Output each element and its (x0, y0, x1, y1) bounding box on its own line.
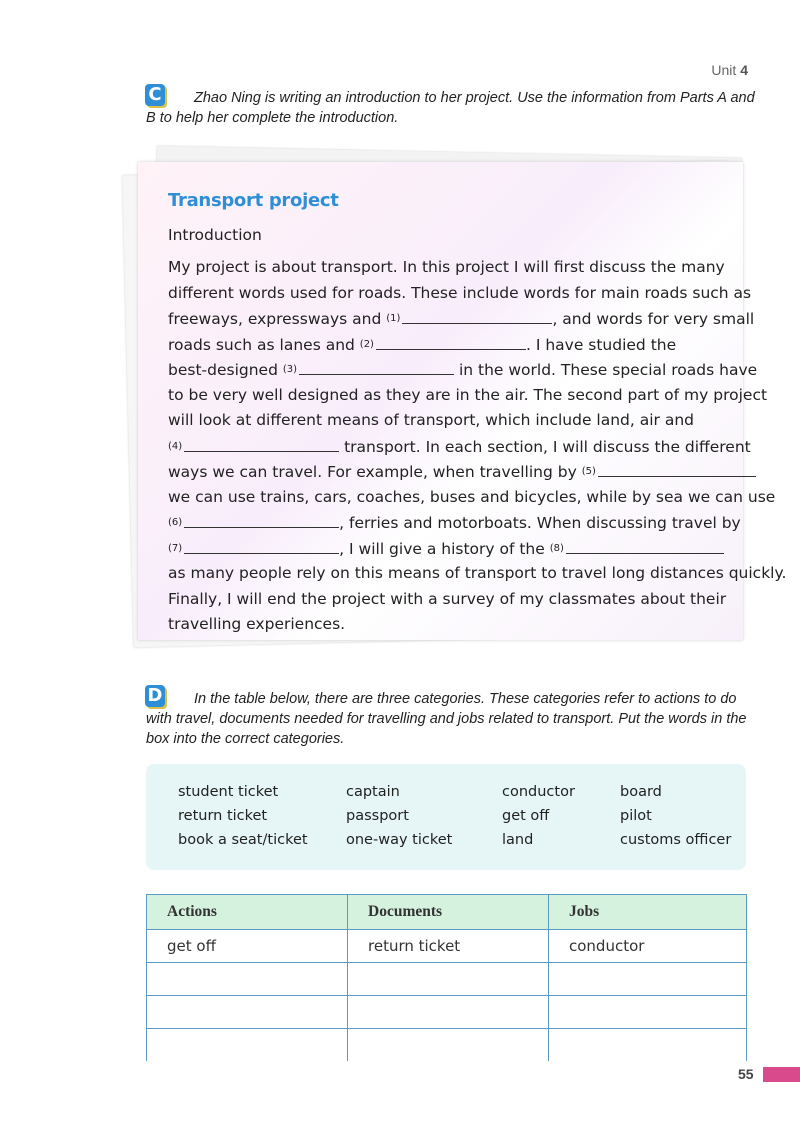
table-cell[interactable]: get off (147, 930, 348, 963)
paragraph-line (168, 255, 728, 281)
paragraph-line (168, 357, 758, 383)
word-box-item: book a seat/ticket (178, 832, 308, 848)
unit-text: Unit (711, 62, 737, 78)
section-d-instruction-text: In the table below, there are three categories. These categories refer to actions to do with travel, documents needed for travelling and jobs related to transport. Put the words in the box into the correct categories. (146, 691, 747, 747)
paragraph-text: roads such as lanes and (168, 335, 360, 354)
paragraph-line (168, 587, 728, 613)
section-d-badge: D (145, 685, 165, 707)
card-subheading: Introduction (168, 226, 262, 244)
answer-blank[interactable] (566, 539, 724, 554)
word-box-item: conductor (502, 784, 575, 800)
table-cell[interactable] (549, 996, 747, 1029)
section-c-instruction (146, 88, 756, 128)
paragraph-text: . I have studied the (525, 335, 677, 354)
table-cell[interactable] (147, 963, 348, 996)
table-row (147, 996, 747, 1029)
blank-number: (2) (359, 338, 374, 350)
table-cell[interactable]: conductor (549, 930, 747, 963)
category-table (146, 894, 747, 1061)
paragraph-text: freeways, expressways and (168, 310, 387, 328)
paragraph-text: as many people rely on this means of transport to travel long distances quickly. (168, 564, 787, 582)
unit-number: 4 (740, 62, 748, 78)
paragraph-line (168, 612, 728, 638)
paragraph-line (168, 281, 752, 307)
table-cell[interactable] (348, 996, 549, 1029)
table-row (147, 963, 747, 996)
answer-blank[interactable] (299, 360, 454, 375)
header-actions: Actions (147, 895, 348, 930)
page-number: 55 (738, 1066, 754, 1082)
answer-blank[interactable] (184, 437, 339, 452)
blank-number: (4) (168, 440, 183, 452)
blank-number: (7) (168, 542, 183, 554)
paragraph-line (168, 510, 741, 536)
paragraph-line (168, 485, 776, 511)
word-box-item: land (502, 832, 534, 848)
paragraph-text: best-designed (168, 361, 283, 379)
word-box-item: board (620, 784, 662, 800)
paragraph-text: will look at different means of transport, which include land, air and (168, 411, 695, 429)
table-cell[interactable] (147, 1029, 348, 1062)
card-title: Transport project (168, 190, 339, 211)
header-documents: Documents (348, 895, 549, 930)
answer-blank[interactable] (184, 539, 339, 554)
blank-number: (5) (581, 466, 596, 477)
introduction-paragraph (168, 255, 787, 638)
word-box-item: pilot (620, 808, 652, 824)
paragraph-text: transport. In each section, I will discuss the different (339, 437, 751, 456)
table-cell[interactable] (348, 963, 549, 996)
table-cell[interactable]: return ticket (348, 930, 549, 963)
paragraph-text: , ferries and motorboats. When discussing travel by (339, 514, 741, 532)
section-c-instruction-text: Zhao Ning is writing an introduction to her project. Use the information from Parts A and B to help her complete the introduction. (146, 90, 755, 126)
paragraph-text: in the world. These special roads have (454, 361, 758, 379)
answer-blank[interactable] (402, 309, 552, 324)
word-box-item: get off (502, 808, 550, 824)
paragraph-line (168, 383, 768, 409)
word-box-item: one-way ticket (346, 832, 453, 848)
word-box-item: passport (346, 808, 409, 824)
paragraph-text: we can use trains, cars, coaches, buses and bicycles, while by sea we can use (168, 487, 776, 506)
paragraph-text: My project is about transport. In this project I will first discuss the many (168, 258, 725, 276)
blank-number: (1) (386, 313, 401, 324)
table-header-row (147, 895, 747, 930)
table-cell[interactable] (549, 1029, 747, 1062)
paragraph-line (168, 536, 728, 562)
answer-blank[interactable] (376, 335, 526, 350)
blank-number: (8) (549, 542, 564, 554)
blank-number: (3) (282, 364, 298, 375)
page-marker-bar (763, 1067, 800, 1082)
paragraph-line (168, 561, 787, 587)
header-jobs: Jobs (549, 895, 747, 930)
section-c-badge: C (145, 84, 165, 106)
paragraph-line (168, 459, 728, 485)
unit-label (711, 62, 748, 78)
table-row (147, 930, 747, 963)
word-box (146, 764, 746, 870)
paragraph-text: , and words for very small (552, 310, 755, 328)
paragraph-line (168, 306, 755, 332)
paragraph-text: ways we can travel. For example, when travelling by (168, 463, 582, 481)
paragraph-text: to be very well designed as they are in the air. The second part of my project (168, 385, 768, 404)
paragraph-text: different words used for roads. These include words for main roads such as (168, 283, 752, 302)
answer-blank[interactable] (184, 513, 339, 528)
paragraph-line (168, 332, 728, 358)
table-cell[interactable] (348, 1029, 549, 1062)
word-box-item: captain (346, 784, 400, 800)
word-box-item: return ticket (178, 808, 268, 824)
word-box-item: customs officer (620, 832, 732, 848)
paragraph-text: Finally, I will end the project with a survey of my classmates about their (168, 589, 727, 608)
word-box-item: student ticket (178, 784, 279, 800)
paragraph-line (168, 408, 728, 434)
table-cell[interactable] (549, 963, 747, 996)
section-d-instruction (146, 689, 756, 749)
blank-number: (6) (168, 517, 183, 528)
paragraph-line (168, 434, 751, 460)
table-row (147, 1029, 747, 1062)
paragraph-text: , I will give a history of the (339, 539, 550, 558)
paragraph-text: travelling experiences. (168, 615, 346, 633)
table-cell[interactable] (147, 996, 348, 1029)
answer-blank[interactable] (598, 462, 756, 477)
